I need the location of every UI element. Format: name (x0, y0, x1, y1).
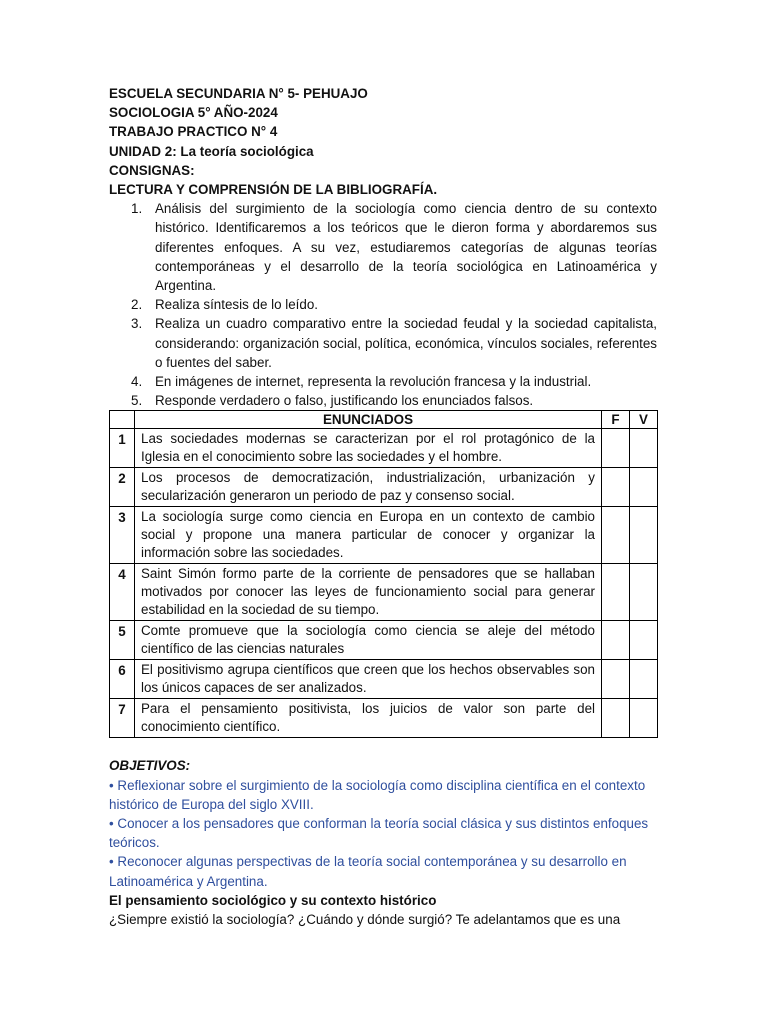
row-number: 4 (110, 564, 135, 621)
header-false: F (602, 411, 630, 429)
consignas-label: CONSIGNAS: (109, 162, 195, 178)
header-statements: ENUNCIADOS (135, 411, 602, 429)
table-row (110, 660, 658, 699)
table-row (110, 564, 658, 621)
row-statement: La sociología surge como ciencia en Europa en un contexto de cambio social y propone una manera particular de conocer y organizar la información sobre las sociedades. (135, 507, 602, 564)
true-false-table (109, 410, 658, 738)
objective-item: • Reconocer algunas perspectivas de la teoría social contemporánea y su desarrollo en Latinoamérica y Argentina. (109, 854, 627, 889)
list-item-number: 5. (131, 393, 143, 409)
row-number: 1 (110, 429, 135, 468)
reading-label: LECTURA Y COMPRENSIÓN DE LA BIBLIOGRAFÍA. (109, 182, 438, 198)
list-item-number: 2. (131, 297, 143, 313)
list-item-number: 4. (131, 374, 143, 390)
school-name: ESCUELA SECUNDARIA N° 5- PEHUAJO (109, 86, 368, 101)
unit-title: UNIDAD 2: La teoría sociológica (109, 143, 314, 159)
list-item-number: 1. (131, 201, 143, 217)
answer-cell-true[interactable] (630, 564, 658, 621)
answer-cell-true[interactable] (630, 621, 658, 660)
answer-cell-false[interactable] (602, 468, 630, 507)
subject-title: SOCIOLOGIA 5° AÑO-2024 (109, 105, 278, 121)
row-statement: Saint Simón formo parte de la corriente de pensadores que se hallaban motivados por conocer las leyes de funcionamiento social para generar estabilidad en la sociedad de su tiempo. (135, 564, 602, 621)
list-item (131, 314, 657, 372)
table-row (110, 468, 658, 507)
answer-cell-false[interactable] (602, 564, 630, 621)
list-item-text: Realiza un cuadro comparativo entre la sociedad feudal y la sociedad capitalista, considerando: organización social, política, económica, vínculos sociales, referentes o fuentes del saber. (155, 316, 657, 370)
list-item (131, 372, 657, 391)
list-item-text: Realiza síntesis de lo leído. (155, 297, 319, 313)
answer-cell-false[interactable] (602, 660, 630, 699)
row-statement: Las sociedades modernas se caracterizan por el rol protagónico de la Iglesia en el conocimiento sobre las sociedades y el hombre. (135, 429, 602, 468)
section-title: El pensamiento sociológico y su contexto histórico (109, 892, 437, 908)
list-item (131, 391, 657, 410)
document-page (109, 84, 657, 929)
row-number: 3 (110, 507, 135, 564)
answer-cell-true[interactable] (630, 468, 658, 507)
answer-cell-false[interactable] (602, 507, 630, 564)
row-number: 2 (110, 468, 135, 507)
header-true: V (630, 411, 658, 429)
objectives-title: OBJETIVOS: (109, 758, 191, 774)
assignment-title: TRABAJO PRACTICO N° 4 (109, 124, 278, 140)
row-number: 6 (110, 660, 135, 699)
row-number: 7 (110, 699, 135, 738)
answer-cell-false[interactable] (602, 621, 630, 660)
objective-item: • Reflexionar sobre el surgimiento de la sociología como disciplina científica en el contexto histórico de Europa del siglo XVIII. (109, 777, 646, 812)
answer-cell-true[interactable] (630, 429, 658, 468)
table-row (110, 507, 658, 564)
row-statement: Comte promueve que la sociología como ciencia se aleje del método científico de las ciencias naturales (135, 621, 602, 660)
list-item-text: En imágenes de internet, representa la revolución francesa y la industrial. (155, 374, 592, 390)
consignas-list (109, 199, 657, 410)
row-statement: El positivismo agrupa científicos que creen que los hechos observables son los únicos capaces de ser analizados. (135, 660, 602, 699)
row-statement: Los procesos de democratización, industrialización, urbanización y secularización generaron un periodo de paz y consenso social. (135, 468, 602, 507)
header-num (110, 411, 135, 429)
list-item-number: 3. (131, 316, 143, 332)
answer-cell-true[interactable] (630, 660, 658, 699)
answer-cell-false[interactable] (602, 429, 630, 468)
list-item (131, 199, 657, 295)
table-row (110, 621, 658, 660)
table-header-row (110, 411, 658, 429)
section-paragraph: ¿Siempre existió la sociología? ¿Cuándo y dónde surgió? Te adelantamos que es una (109, 912, 621, 928)
table-row (110, 429, 658, 468)
answer-cell-true[interactable] (630, 699, 658, 738)
row-statement: Para el pensamiento positivista, los juicios de valor son parte del conocimiento científico. (135, 699, 602, 738)
list-item (131, 295, 657, 314)
answer-cell-false[interactable] (602, 699, 630, 738)
list-item-text: Análisis del surgimiento de la sociología como ciencia dentro de su contexto histórico. Identificaremos a los teóricos que le dieron forma y abordaremos sus diferentes enfoques. A su vez, estudiaremos categorías de algunas teorías contemporáneas y el desarrollo de la teoría sociológica en Latinoamérica y Argentina. (155, 201, 657, 294)
answer-cell-true[interactable] (630, 507, 658, 564)
list-item-text: Responde verdadero o falso, justificando los enunciados falsos. (155, 393, 534, 409)
objective-item: • Conocer a los pensadores que conforman la teoría social clásica y sus distintos enfoques teóricos. (109, 816, 649, 851)
row-number: 5 (110, 621, 135, 660)
table-row (110, 699, 658, 738)
